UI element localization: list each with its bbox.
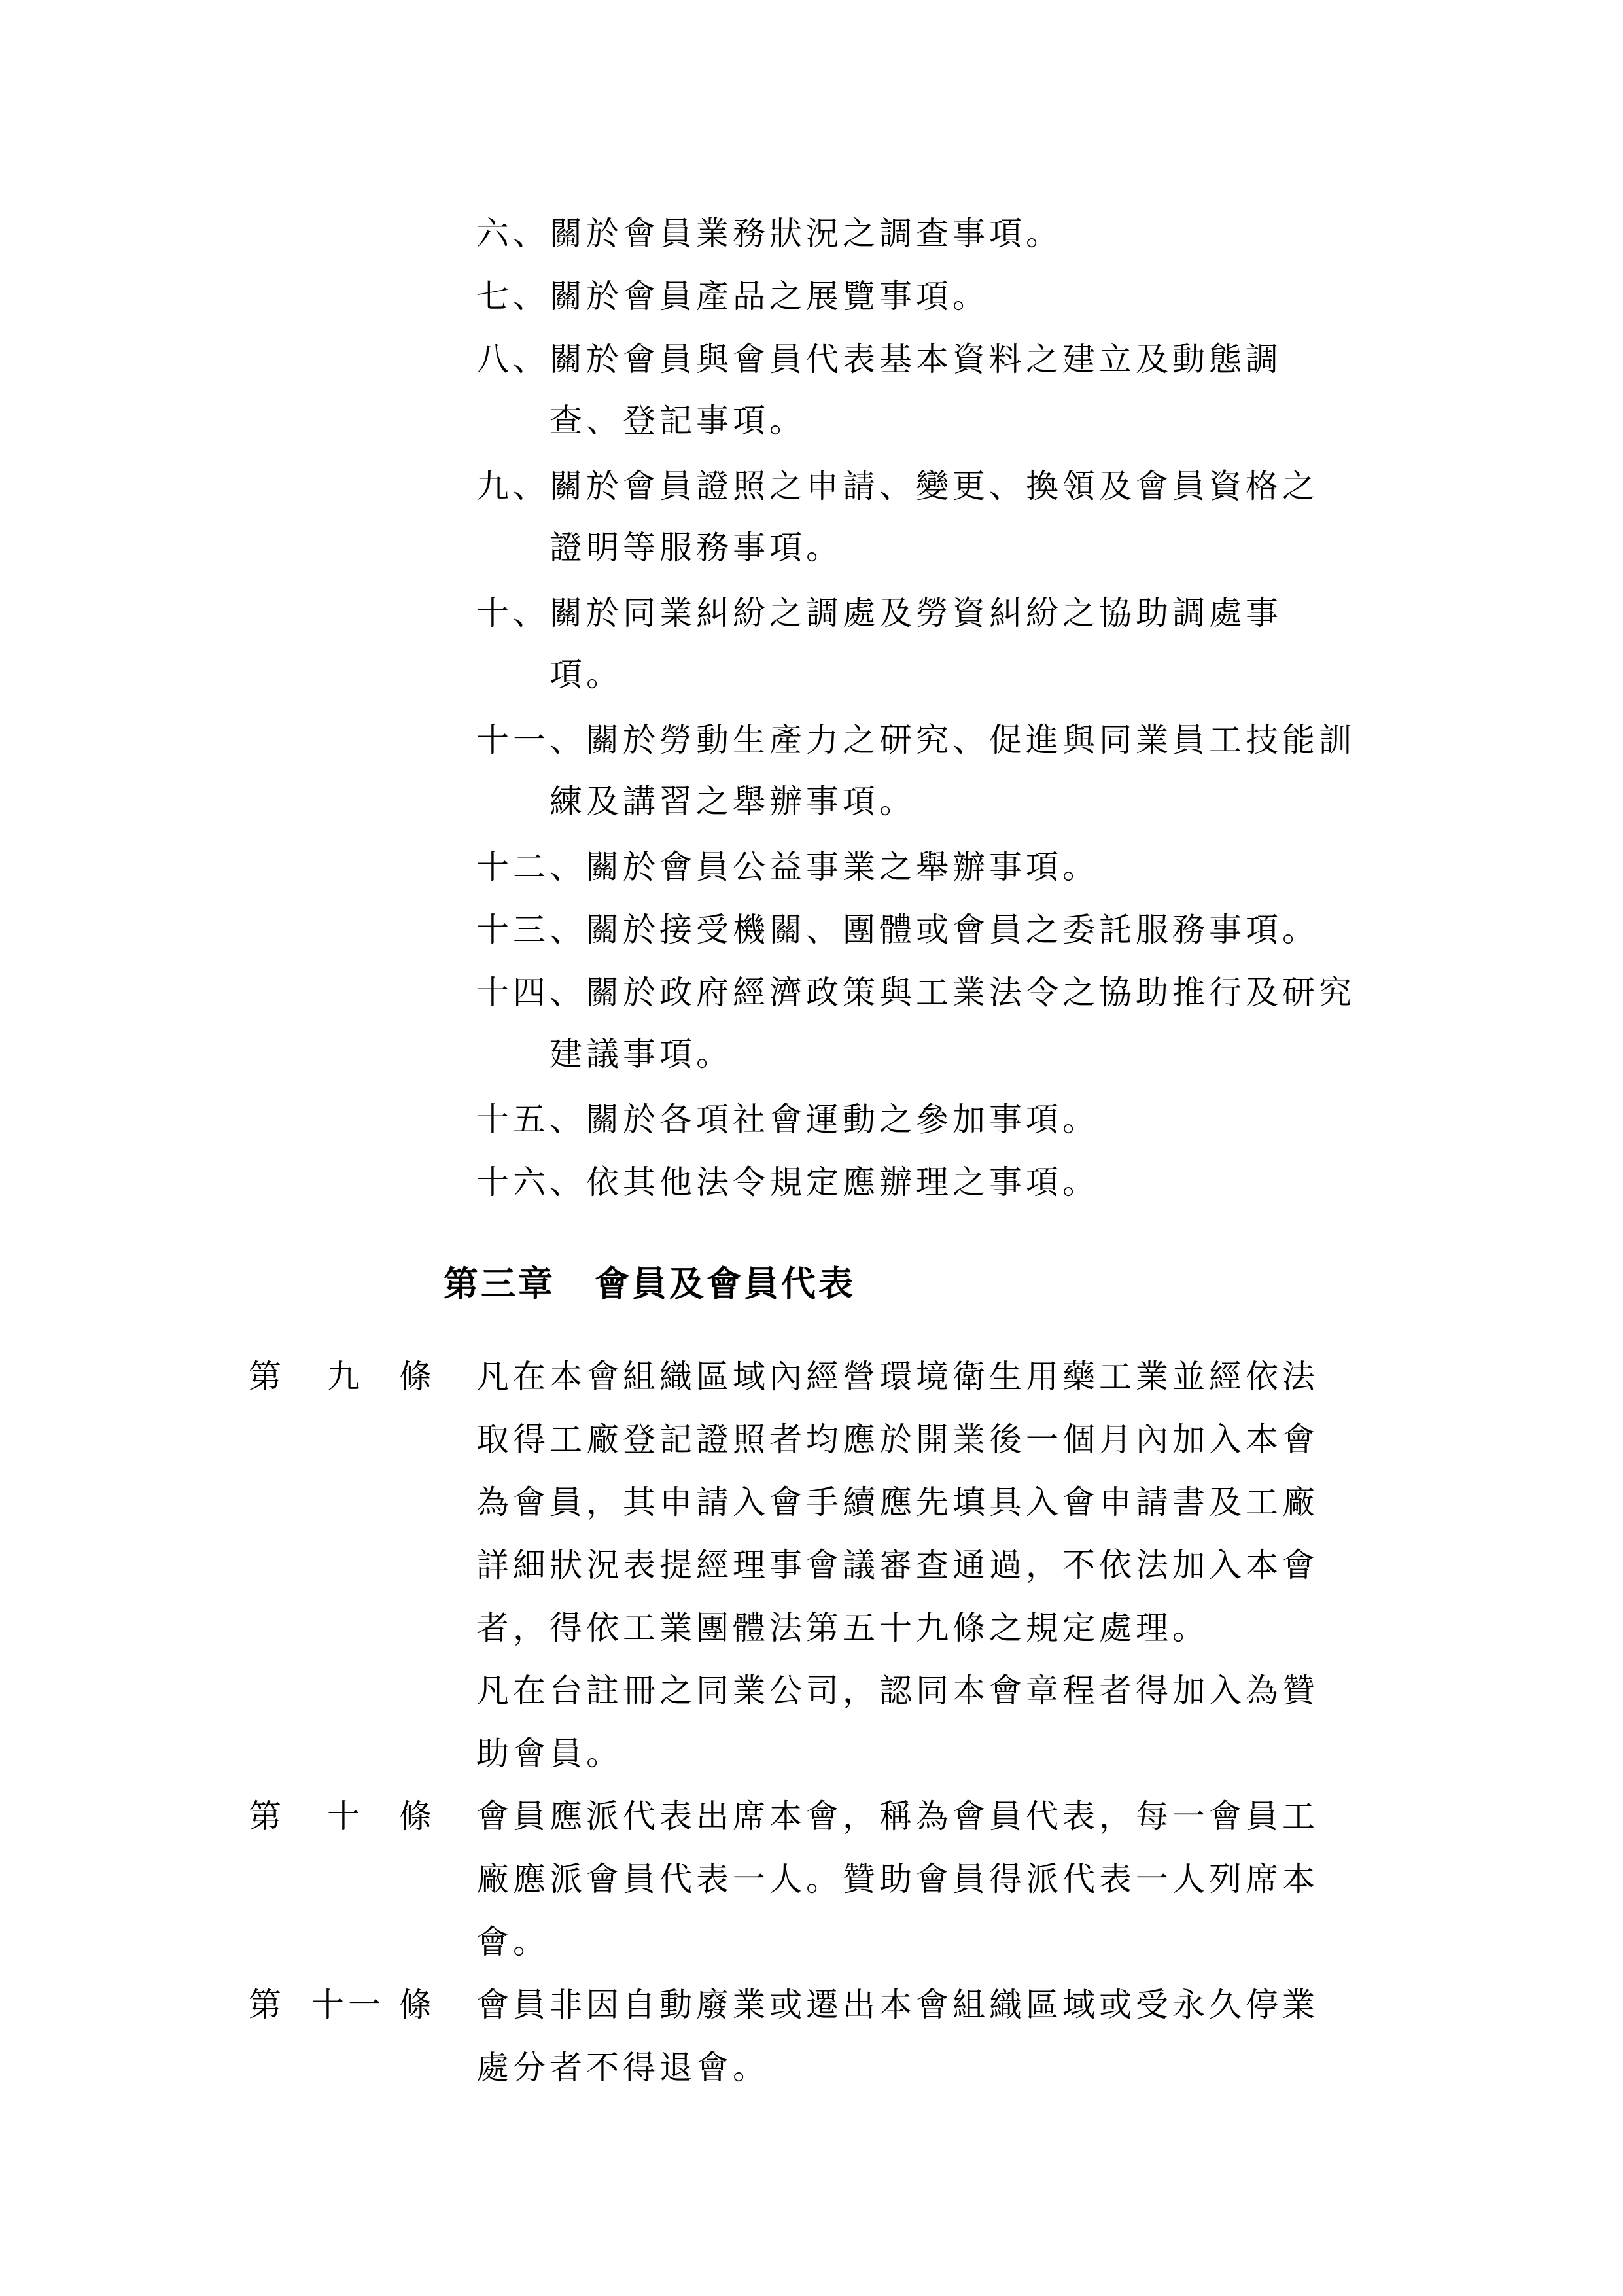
article-label-number: 九 [327,1358,364,1396]
article-label-prefix: 第 [249,1358,285,1396]
article-label-number: 十 [327,1797,364,1835]
list-item-9 [476,455,1392,578]
list-item-continuation: 查、登記事項。 [550,402,806,440]
article-line: 為會員，其申請入會手續應先填具入會申請書及工廠 [476,1483,1319,1521]
list-item-15 [476,1089,1392,1150]
list-item-16 [476,1152,1392,1213]
article-body [476,1973,1418,2099]
list-item-text: 六、關於會員業務狀況之調查事項。 [476,215,1062,253]
article-label-suffix: 條 [399,1797,436,1835]
chapter-number: 第三章 [444,1264,555,1304]
article-label-prefix: 第 [249,1797,285,1835]
list-item-continuation: 建議事項。 [550,1035,733,1073]
article-body [476,1785,1418,1973]
article-line: 處分者不得退會。 [476,2049,769,2087]
list-item-text: 九、關於會員證照之申請、變更、換領及會員資格之 [476,467,1319,505]
article-line: 助會員。 [476,1735,623,1773]
article-line: 取得工廠登記證照者均應於開業後一個月內加入本會 [476,1421,1319,1458]
list-item-text: 十、關於同業糾紛之調處及勞資糾紛之協助調處事 [476,594,1282,632]
article-line: 會員非因自動廢業或遷出本會組織區域或受永久停業 [476,1986,1319,2024]
article-label-suffix: 條 [399,1986,436,2024]
list-item-8 [476,328,1392,451]
article-body [476,1345,1418,1785]
list-item-13 [476,899,1392,961]
list-item-text: 十六、依其他法令規定應辦理之事項。 [476,1163,1099,1201]
article-label-suffix: 條 [399,1358,436,1396]
article-line: 廠應派會員代表一人。贊助會員得派代表一人列席本 [476,1860,1319,1898]
list-item-text: 十五、關於各項社會運動之參加事項。 [476,1101,1099,1139]
article-line: 詳細狀況表提經理事會議審查通過，不依法加入本會 [476,1546,1319,1584]
list-item-text: 十二、關於會員公益事業之舉辦事項。 [476,848,1099,886]
list-item-continuation: 練及講習之舉辦事項。 [550,783,916,821]
list-item-text: 十三、關於接受機關、團體或會員之委託服務事項。 [476,911,1319,949]
list-item-text: 十四、關於政府經濟政策與工業法令之協助推行及研究 [476,974,1355,1012]
list-item-continuation: 項。 [550,656,623,694]
chapter-title: 會員及會員代表 [595,1264,856,1304]
article-label-number: 十一 [311,1986,385,2024]
chapter-heading [444,1254,856,1315]
article-line: 凡在本會組織區域內經營環境衛生用藥工業並經依法 [476,1358,1319,1396]
list-item-text: 七、關於會員產品之展覽事項。 [476,277,989,315]
list-item-continuation: 證明等服務事項。 [550,529,843,567]
list-item-text: 八、關於會員與會員代表基本資料之建立及動態調 [476,340,1282,378]
article-line: 會。 [476,1923,550,1961]
list-item-10 [476,582,1392,705]
article-line: 凡在台註冊之同業公司，認同本會章程者得加入為贊 [476,1672,1319,1710]
article-label-prefix: 第 [249,1986,285,2024]
list-item-6 [476,203,1392,264]
article-line: 會員應派代表出席本會，稱為會員代表，每一會員工 [476,1797,1319,1835]
article-line: 者，得依工業團體法第五十九條之規定處理。 [476,1609,1209,1647]
list-item-7 [476,266,1392,327]
list-item-14 [476,962,1392,1085]
list-item-12 [476,836,1392,898]
list-item-11 [476,709,1392,832]
list-item-text: 十一、關於勞動生產力之研究、促進與同業員工技能訓 [476,721,1355,759]
